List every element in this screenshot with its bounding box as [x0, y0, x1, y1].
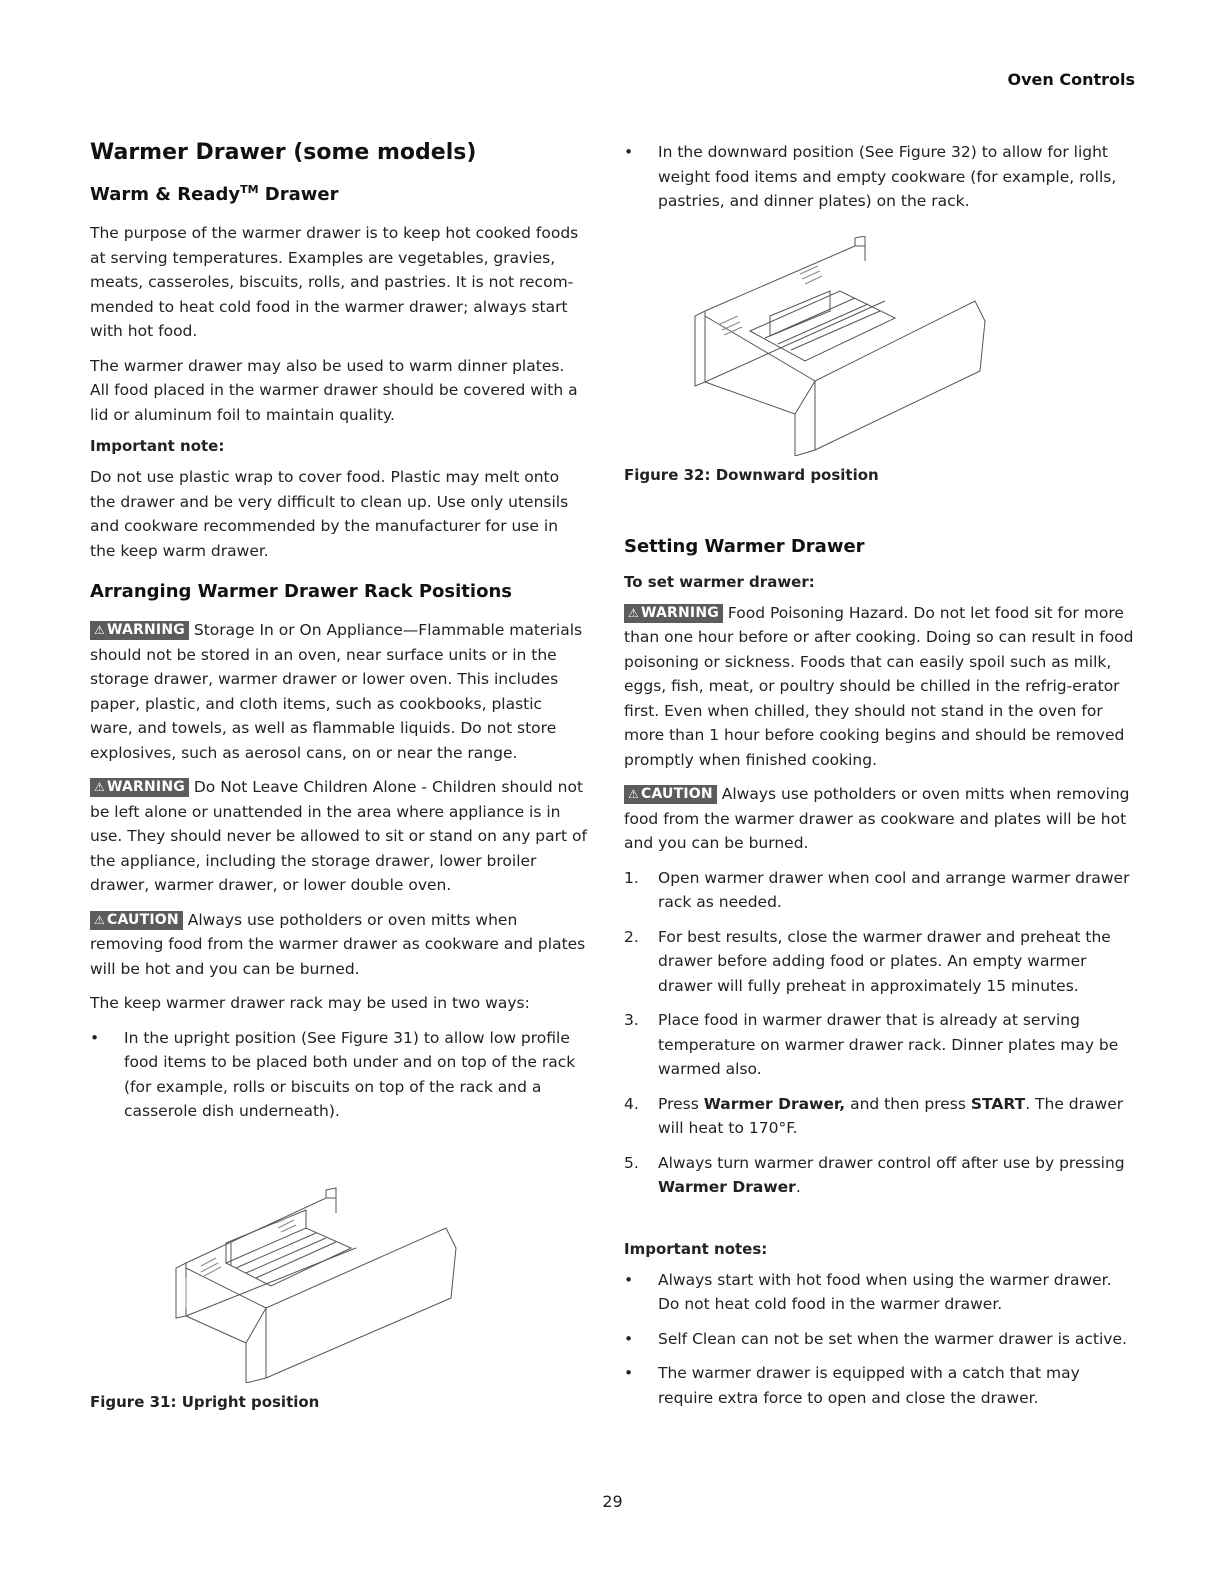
to-set-label: To set warmer drawer:	[624, 572, 815, 591]
note-item: • The warmer drawer is equipped with a catch that may require extra force to open and close the drawer.	[624, 1361, 1134, 1410]
warning-triangle-icon: ⚠	[628, 787, 639, 801]
important-notes-label: Important notes:	[624, 1239, 768, 1258]
warning-food-poisoning: ⚠ WARNING Food Poisoning Hazard. Do not let food sit for more than one hour before or after cooking. Doing so can result in food poisoning or sickness. Foods that can easily spoil such as milk, eggs, fish, meat, or poultry should be chilled in the refrig-erator first. Even when chilled, they should not stand in the oven for more than 1 hour before cooking begins and should be removed promptly when finished cooking.	[624, 603, 1134, 769]
section-title: Warmer Drawer (some models)	[90, 140, 477, 165]
figure-31	[90, 1168, 587, 1411]
important-notes-list	[624, 1268, 1134, 1411]
subsection-title-warm-ready: Warm & Ready™ Drawer	[90, 183, 339, 205]
important-note-label: Important note:	[90, 437, 225, 455]
rack-bullets-continued	[624, 140, 1134, 214]
step-1: 1. Open warmer drawer when cool and arrange warmer drawer rack as needed.	[624, 868, 1130, 911]
rack-positions-heading: Arranging Warmer Drawer Rack Positions	[90, 581, 512, 602]
intro-paragraph-1: The purpose of the warmer drawer is to keep hot cooked foods at serving temperatures. Examples are vegetables, gravies, meats, casseroles, biscuits, rolls, and pastries. It is not recom-mended to heat cold food in the warmer drawer; always start with hot food.	[90, 224, 579, 340]
step-2: 2. For best results, close the warmer drawer and preheat the drawer before adding food or plates. An empty warmer drawer will fully preheat in approximately 15 minutes.	[624, 927, 1111, 995]
warning-triangle-icon: ⚠	[94, 780, 105, 794]
step-5: 5. Always turn warmer drawer control off after use by pressing Warmer Drawer.	[624, 1153, 1125, 1196]
caution-badge: ⚠ CAUTION	[90, 911, 183, 930]
warning-triangle-icon: ⚠	[94, 912, 105, 927]
warning-triangle-icon: ⚠	[628, 605, 639, 620]
setting-steps	[624, 866, 1134, 1200]
important-note-text: Do not use plastic wrap to cover food. Plastic may melt onto the drawer and be very difficult to clean up. Use only utensils and cookware recommended by the manufacturer for use in the keep warm drawer.	[90, 468, 569, 560]
warning-storage: ⚠ WARNING Storage In or On Appliance—Flammable materials should not be stored in an oven, near surface units or in the storage drawer, warmer drawer or lower oven. This includes paper, plastic, and cloth items, such as cookbooks, plastic ware, and towels, as well as flammable liquids. Do not store explosives, such as aerosol cans, on or near the range.	[90, 621, 583, 762]
left-column	[90, 140, 587, 1411]
figure-31-caption: Figure 31: Upright position	[90, 1392, 320, 1411]
warning-children: ⚠ WARNING Do Not Leave Children Alone - Children should not be left alone or unattended in the area where appliance is in use. They should never be allowed to sit or stand on any part of the appliance, including the storage drawer, lower broiler drawer, warmer drawer, or lower double oven.	[90, 778, 587, 894]
caution-potholders-right: ⚠ CAUTION Always use potholders or oven mitts when removing food from the warmer drawer as cookware and plates will be hot and you can be burned.	[624, 785, 1130, 852]
right-column	[624, 140, 1134, 1420]
figure-32-caption: Figure 32: Downward position	[624, 465, 879, 484]
warmer-drawer-upright-illustration	[156, 1168, 466, 1383]
caution-potholders: ⚠ CAUTION Always use potholders or oven mitts when removing food from the warmer drawer as cookware and plates will be hot and you can be burned.	[90, 910, 586, 978]
warning-badge: ⚠ WARNING	[624, 604, 723, 623]
running-header: Oven Controls	[1007, 70, 1135, 89]
warning-triangle-icon: ⚠	[94, 623, 105, 637]
page-number: 29	[602, 1492, 623, 1511]
setting-warmer-heading: Setting Warmer Drawer	[624, 535, 865, 557]
bullet-upright: • In the upright position (See Figure 31) to allow low profile food items to be placed both under and on top of the rack (for example, rolls or biscuits on top of the rack and a casserole dish underneath).	[90, 1026, 587, 1124]
warning-badge: ⚠ WARNING	[90, 778, 189, 797]
step-4: 4. Press Warmer Drawer, and then press START. The drawer will heat to 170°F.	[624, 1094, 1124, 1137]
intro-paragraph-2: The warmer drawer may also be used to warm dinner plates. All food placed in the warmer drawer should be covered with a lid or aluminum foil to maintain quality.	[90, 356, 578, 424]
figure-32	[624, 236, 1134, 484]
step-3: 3. Place food in warmer drawer that is already at serving temperature on warmer drawer rack. Dinner plates may be warmed also.	[624, 1011, 1119, 1078]
rack-ways-text: The keep warmer drawer rack may be used in two ways:	[90, 994, 530, 1012]
bullet-downward: • In the downward position (See Figure 32) to allow for light weight food items and empty cookware (for example, rolls, pastries, and dinner plates) on the rack.	[624, 140, 1134, 214]
caution-badge: ⚠ CAUTION	[624, 785, 717, 804]
note-item: • Always start with hot food when using the warmer drawer. Do not heat cold food in the warmer drawer.	[624, 1268, 1134, 1317]
warning-badge: ⚠ WARNING	[90, 621, 189, 640]
note-item: • Self Clean can not be set when the warmer drawer is active.	[624, 1327, 1134, 1352]
warmer-drawer-downward-illustration	[690, 236, 1000, 456]
rack-bullets	[90, 1026, 587, 1124]
